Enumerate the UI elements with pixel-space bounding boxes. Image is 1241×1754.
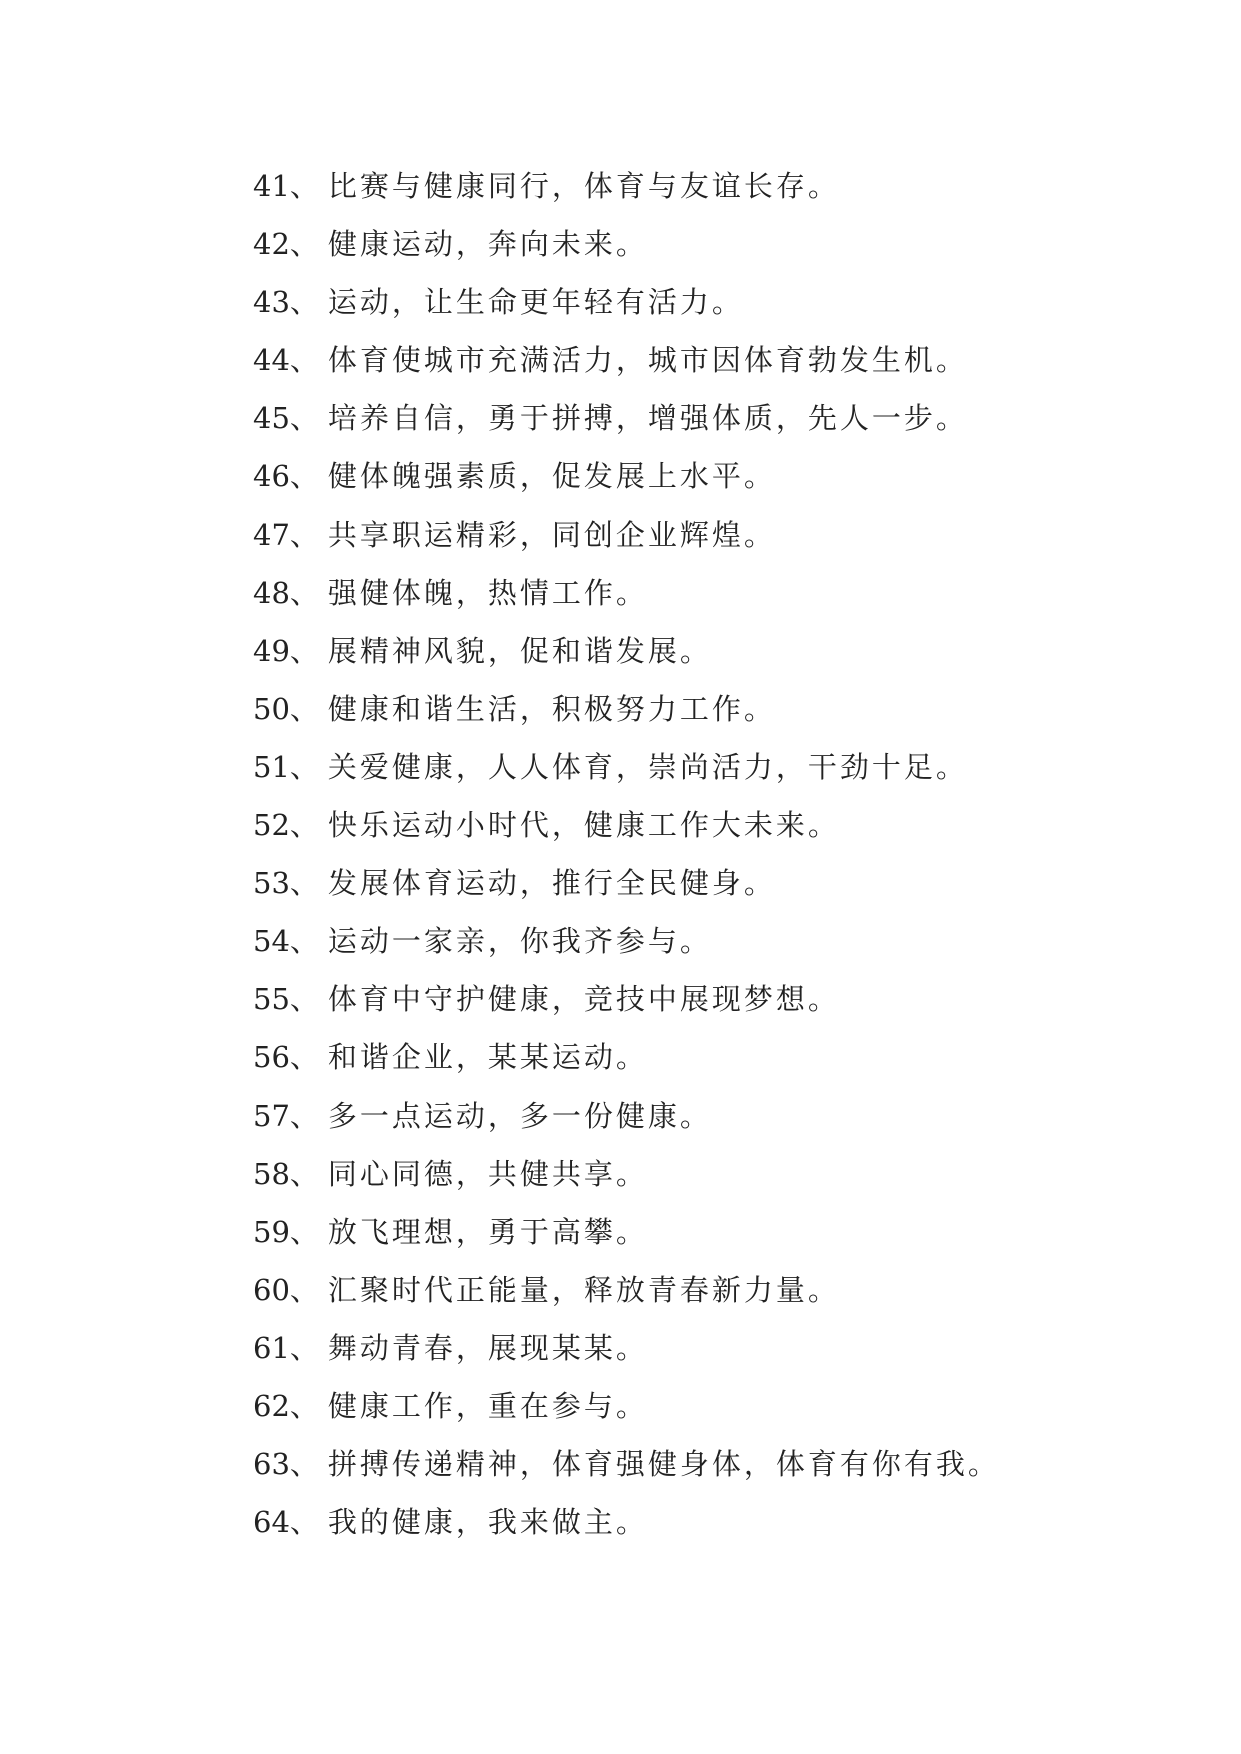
slogan-number: 60 <box>253 1272 290 1307</box>
slogan-separator: 、 <box>289 343 322 378</box>
slogan-separator: 、 <box>289 1098 322 1133</box>
slogan-line <box>253 680 1000 738</box>
slogan-text: 拼搏传递精神，体育强健身体，体育有你有我。 <box>327 1447 1000 1482</box>
slogan-text: 展精神风貌，促和谐发展。 <box>327 633 712 668</box>
slogan-text: 健康工作，重在参与。 <box>327 1388 648 1423</box>
slogan-separator: 、 <box>289 517 322 552</box>
slogan-text: 和谐企业，某某运动。 <box>327 1040 648 1075</box>
slogan-text: 舞动青春，展现某某。 <box>327 1330 648 1365</box>
slogan-text: 体育中守护健康，竞技中展现梦想。 <box>327 982 840 1017</box>
slogan-text: 关爱健康，人人体育，崇尚活力，干劲十足。 <box>327 749 968 784</box>
slogan-separator: 、 <box>289 982 322 1017</box>
slogan-text: 多一点运动，多一份健康。 <box>327 1098 712 1133</box>
slogan-separator: 、 <box>289 459 322 494</box>
slogan-separator: 、 <box>289 169 322 203</box>
slogan-line <box>253 1145 1000 1203</box>
slogan-separator: 、 <box>289 227 322 262</box>
slogan-line <box>253 447 1000 505</box>
slogan-line <box>253 1203 1000 1261</box>
slogan-separator: 、 <box>289 1505 322 1540</box>
slogan-separator: 、 <box>289 924 322 959</box>
slogan-number: 42 <box>253 227 290 262</box>
slogan-number: 41 <box>253 169 290 203</box>
slogan-separator: 、 <box>289 691 322 726</box>
slogan-line <box>253 389 1000 447</box>
slogan-number: 49 <box>253 633 290 668</box>
slogan-line <box>253 738 1000 796</box>
slogan-text: 健康和谐生活，积极努力工作。 <box>327 691 776 726</box>
slogan-line <box>253 1028 1000 1086</box>
slogan-text: 健康运动，奔向未来。 <box>327 227 648 262</box>
slogan-number: 46 <box>253 459 290 494</box>
slogan-text: 同心同德，共健共享。 <box>327 1156 648 1191</box>
slogan-line <box>253 1377 1000 1435</box>
slogan-line <box>253 564 1000 622</box>
slogan-number: 57 <box>253 1098 290 1133</box>
slogan-number: 61 <box>253 1330 290 1365</box>
slogan-line <box>253 1087 1000 1145</box>
slogan-line <box>253 970 1000 1028</box>
slogan-number: 52 <box>253 808 290 843</box>
slogan-line <box>253 157 1000 215</box>
slogan-number: 47 <box>253 517 290 552</box>
slogan-separator: 、 <box>289 1447 322 1482</box>
slogan-text: 发展体育运动，推行全民健身。 <box>327 866 776 901</box>
slogan-line <box>253 331 1000 389</box>
slogan-list <box>253 157 1000 1551</box>
slogan-text: 放飞理想，勇于高攀。 <box>327 1214 648 1249</box>
slogan-line <box>253 622 1000 680</box>
slogan-number: 43 <box>253 285 290 320</box>
slogan-line <box>253 1435 1000 1493</box>
slogan-separator: 、 <box>289 401 322 436</box>
slogan-line <box>253 912 1000 970</box>
slogan-number: 50 <box>253 691 290 726</box>
slogan-line <box>253 854 1000 912</box>
slogan-number: 64 <box>253 1505 290 1540</box>
slogan-line <box>253 273 1000 331</box>
slogan-line <box>253 1261 1000 1319</box>
slogan-separator: 、 <box>289 866 322 901</box>
slogan-text: 汇聚时代正能量，释放青春新力量。 <box>327 1272 840 1307</box>
slogan-line <box>253 506 1000 564</box>
slogan-number: 51 <box>253 749 290 784</box>
slogan-separator: 、 <box>289 1040 322 1075</box>
slogan-separator: 、 <box>289 808 322 843</box>
slogan-number: 59 <box>253 1214 290 1249</box>
slogan-number: 44 <box>253 343 290 378</box>
slogan-text: 运动，让生命更年轻有活力。 <box>327 285 744 320</box>
slogan-separator: 、 <box>289 633 322 668</box>
slogan-text: 运动一家亲，你我齐参与。 <box>327 924 712 959</box>
slogan-text: 共享职运精彩，同创企业辉煌。 <box>327 517 776 552</box>
slogan-text: 强健体魄，热情工作。 <box>327 575 648 610</box>
slogan-text: 我的健康，我来做主。 <box>327 1505 648 1540</box>
slogan-line <box>253 1319 1000 1377</box>
slogan-text: 健体魄强素质，促发展上水平。 <box>327 459 776 494</box>
slogan-text: 体育使城市充满活力，城市因体育勃发生机。 <box>327 343 968 378</box>
slogan-line <box>253 215 1000 273</box>
slogan-separator: 、 <box>289 1156 322 1191</box>
slogan-number: 62 <box>253 1388 290 1423</box>
slogan-number: 58 <box>253 1156 290 1191</box>
slogan-separator: 、 <box>289 1388 322 1423</box>
slogan-number: 55 <box>253 982 290 1017</box>
slogan-line <box>253 1493 1000 1551</box>
slogan-number: 45 <box>253 401 290 436</box>
slogan-separator: 、 <box>289 285 322 320</box>
slogan-line <box>253 796 1000 854</box>
slogan-text: 培养自信，勇于拼搏，增强体质，先人一步。 <box>327 401 968 436</box>
slogan-separator: 、 <box>289 749 322 784</box>
slogan-number: 53 <box>253 866 290 901</box>
slogan-text: 比赛与健康同行，体育与友谊长存。 <box>327 169 840 203</box>
slogan-number: 63 <box>253 1447 290 1482</box>
slogan-number: 48 <box>253 575 290 610</box>
slogan-text: 快乐运动小时代，健康工作大未来。 <box>327 808 840 843</box>
slogan-number: 54 <box>253 924 290 959</box>
slogan-separator: 、 <box>289 1272 322 1307</box>
slogan-separator: 、 <box>289 1330 322 1365</box>
slogan-separator: 、 <box>289 1214 322 1249</box>
slogan-number: 56 <box>253 1040 290 1075</box>
slogan-separator: 、 <box>289 575 322 610</box>
